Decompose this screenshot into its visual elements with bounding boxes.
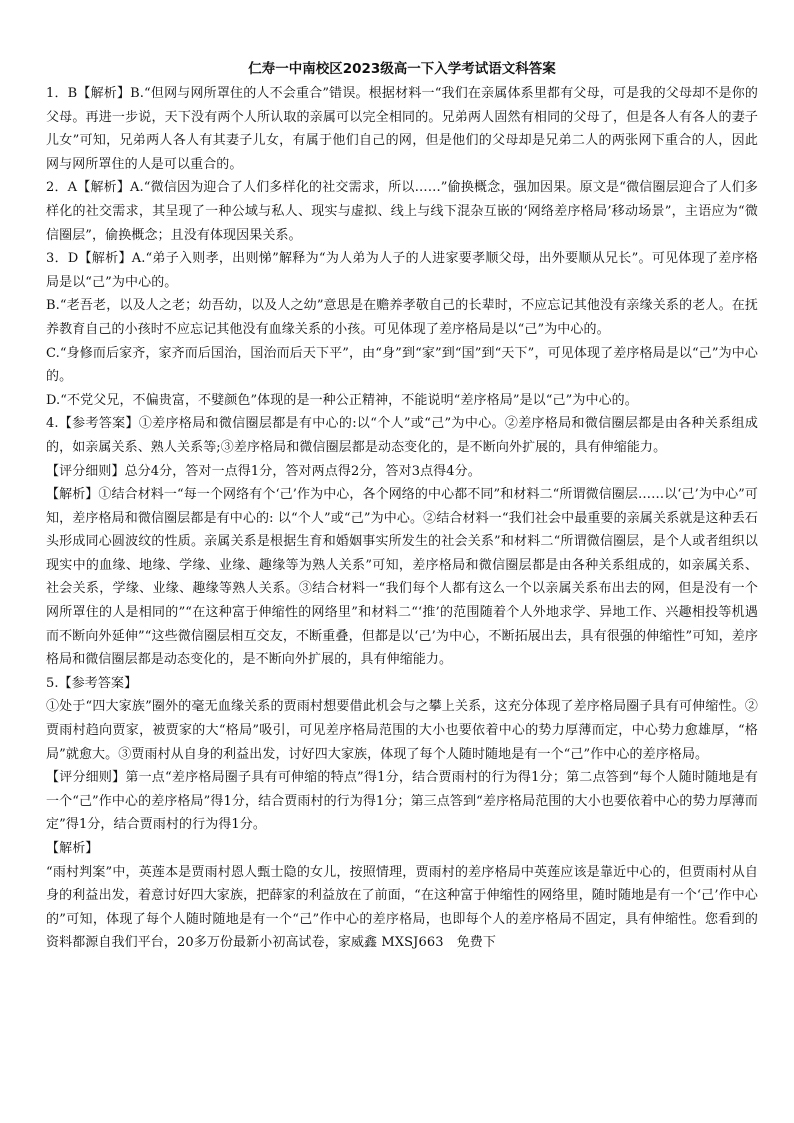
answer-q5-analysis: “雨村判案”中，英莲本是贾雨村恩人甄士隐的女儿，按照情理，贾雨村的差序格局中英莲应该是靠近中心的，但贾雨村从自身的利益出发，着意讨好四大家族，把薛家的利益放在了前面，“在这种富于伸缩性的网络里，随时随地是有一个‘己’作中心的”可知，体现了每个人随时随地是有一个“己”作中心的差序格局，也即每个人的差序格局不固定，具有伸缩性。您看到的资料都源自我们平台，20多万份最新小初高试卷，家威鑫 MXSJ663 免费下 xyxy=(46,864,758,951)
answer-q3: 3．D【解析】A.“弟子入则孝，出则悌”解释为“为人弟为人子的人进家要孝顺父母，出外要顺从兄长”。可见体现了差序格局是以“己”为中心的。 xyxy=(46,251,758,290)
answer-q5-reference: ①处于“四大家族”圈外的毫无血缘关系的贾雨村想要借此机会与之攀上关系，这充分体现了差序格局圈子具有可伸缩性。②贾雨村趋向贾家，被贾家的大“格局”吸引，可见差序格局范围的大小也要依着中心的势力厚薄而定，中心势力愈雄厚，“格局”就愈大。③贾雨村从自身的利益出发，讨好四大家族，体现了每个人随时随地是有一个“己”作中心的差序格局。 xyxy=(46,699,758,762)
answer-q4-scoring: 【评分细则】总分4分，答对一点得1分，答对两点得2分，答对3点得4分。 xyxy=(46,463,481,479)
answer-q5-analysis-heading: 【解析】 xyxy=(46,841,99,856)
answer-q3-option-d: D.“不党父兄，不偏贵富，不嬖颜色”体现的是一种公正精神，不能说明“差序格局”是以“己”为中心的。 xyxy=(46,392,638,408)
answer-q5-heading: 5.【参考答案】 xyxy=(46,675,138,691)
answer-q3-option-b: B.“老吾老，以及人之老；幼吾幼，以及人之幼”意思是在赡养孝敬自己的长辈时，不应忘记其他没有亲缘关系的老人。在抚养教育自己的小孩时不应忘记其他没有血缘关系的小孩。可见体现了差序格局是以“己”为中心的。 xyxy=(46,298,758,337)
answer-q3-option-c: C.“身修而后家齐，家齐而后国治，国治而后天下平”，由“身”到“家”到“国”到“天下”，可见体现了差序格局是以“己”为中心的。 xyxy=(46,345,758,385)
answer-q4-reference: 4.【参考答案】①差序格局和微信圈层都是有中心的:以“个人”或“己”为中心。②差序格局和微信圈层都是由各种关系组成的，如亲属关系、熟人关系等;③差序格局和微信圈层都是动态变化的，是不断向外扩展的，具有伸缩能力。 xyxy=(46,416,758,455)
answer-q5-scoring: 【评分细则】第一点“差序格局圈子具有可伸缩的特点”得1分，结合贾雨村的行为得1分；第二点答到“每个人随时随地是有一个“己”作中心的差序格局”得1分，结合贾雨村的行为得1分；第三点答到“差序格局范围的大小也要依着中心的势力厚薄而定”得1分，结合贾雨村的行为得1分。 xyxy=(46,770,758,833)
answer-q1: 1．B【解析】B.“但网与网所罩住的人不会重合”错误。根据材料一“我们在亲属体系里都有父母，可是我的父母却不是你的父母。再进一步说，天下没有两个人所认取的亲属可以完全相同的。兄弟两人固然有相同的父母了，但是各人有各人的妻子儿女”可知，兄弟两人各人有其妻子儿女，有属于他们自己的网，但是他们的父母却是兄弟二人的两张网下重合的人，因此网与网所罩住的人是可以重合的。 xyxy=(46,86,758,172)
answer-document xyxy=(46,58,758,955)
page-title: 仁寿一中南校区2023级高一下入学考试语文科答案 xyxy=(248,61,556,77)
answer-q2: 2．A【解析】A.“微信因为迎合了人们多样化的社交需求，所以……”偷换概念，强加因果。原文是“微信圈层迎合了人们多样化的社交需求，其呈现了一种公域与私人、现实与虚拟、线上与线下混杂互嵌的‘网络差序格局’移动场景”，主语应为“微信圈层”，偷换概念；且没有体现因果关系。 xyxy=(46,180,758,243)
answer-q4-analysis: 【解析】①结合材料一“每一个网络有个‘己’作为中心，各个网络的中心都不同”和材料二“所谓微信圈层……以‘己’为中心”可知，差序格局和微信圈层都是有中心的: 以“个人”或“己”为中心。②结合材料一“我们社会中最重要的亲属关系就是这种丢石头形成同心圆波纹的性质。亲属关系是根据生育和婚姻事实所发生的社会关系”和材料二“所谓微信圈层，是个人或者组织以现实中的血缘、地缘、学缘、业缘、趣缘等为熟人关系”可知，差序格局和微信圈层都是由各种关系组成的，如亲属关系、社会关系，学缘、业缘、趣缘等熟人关系。③结合材料一“我们每个人都有这么一个以亲属关系布出去的网，但是没有一个网所罩住的人是相同的”“在这种富于伸缩性的网络里”和材料二“‘推’的范围随着个人外地求学、异地工作、兴趣相投等机遇而不断向外延伸”“这些微信圈层相互交友，不断重叠，但都是以‘己’为中心，不断拓展出去，具有很强的伸缩性”可知，差序格局和微信圈层都是动态变化的，是不断向外扩展的，具有伸缩能力。 xyxy=(46,487,759,668)
